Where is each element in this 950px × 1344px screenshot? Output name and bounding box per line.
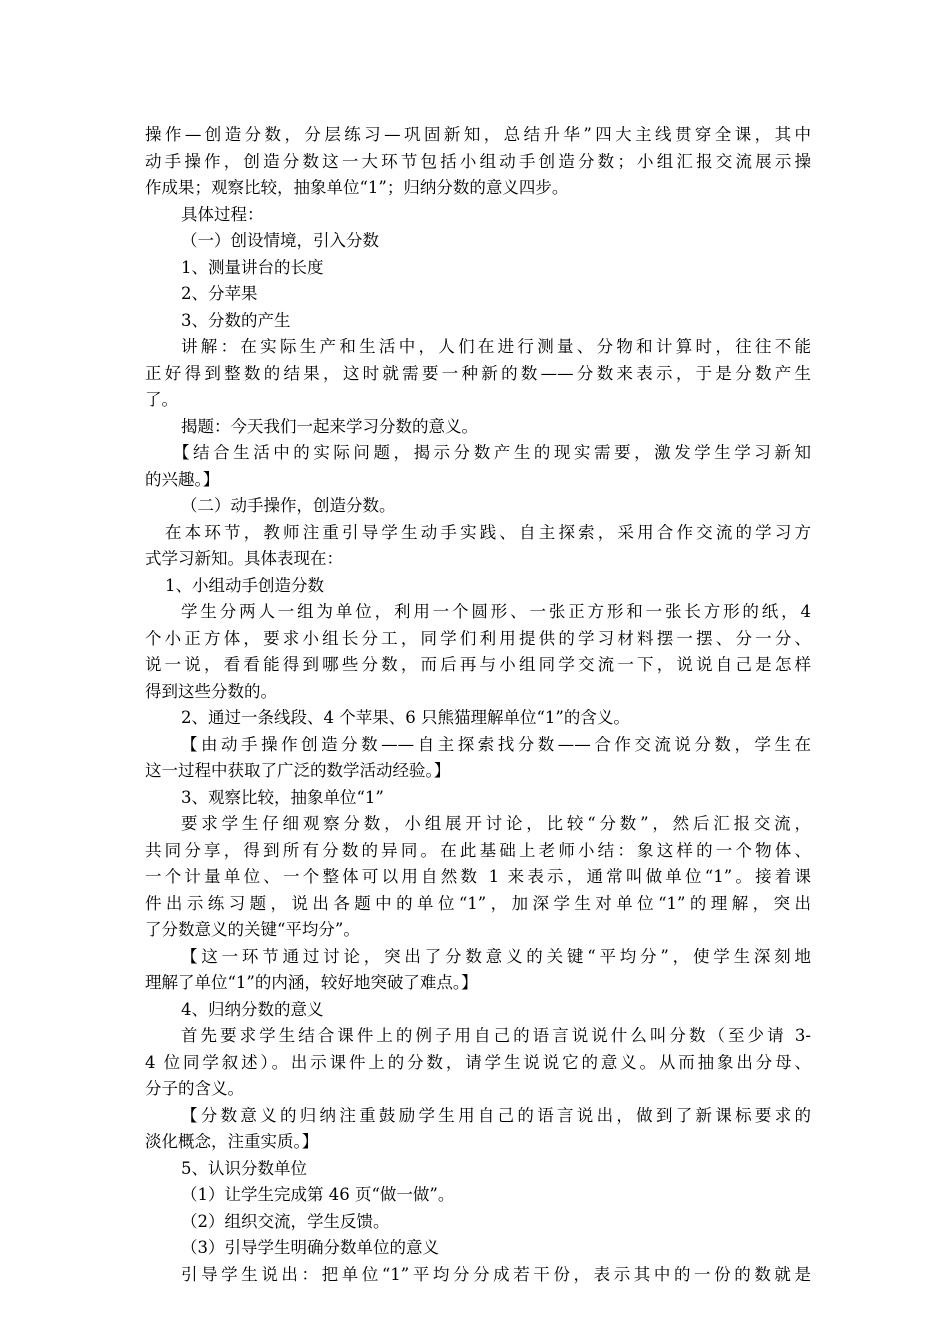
text-line: 具体过程： <box>181 204 264 224</box>
text-line: 理解了单位“1”的内涵，较好地突破了难点。】 <box>145 973 478 992</box>
text-line: 4 位同学叙述）。出示课件上的分数，请学生说说它的意义。从而抽象出分母、 <box>145 1052 811 1072</box>
text-line: 共同分享，得到所有分数的异同。在此基础上老师小结：象这样的一个物体、 <box>145 840 811 860</box>
text-line: 了分数意义的关键“平均分”。 <box>145 920 360 939</box>
text-line: 2、分苹果 <box>181 284 258 303</box>
text-line: 【分数意义的归纳注重鼓励学生用自己的语言说出，做到了新课标要求的 <box>181 1105 811 1125</box>
text-line: 一个计量单位、一个整体可以用自然数 1 来表示，通常叫做单位“1”。接着课 <box>145 867 811 886</box>
text-line: 5、认识分数单位 <box>181 1158 307 1178</box>
text-line: 揭题：今天我们一起来学习分数的意义。 <box>181 416 478 436</box>
text-line: 3、分数的产生 <box>181 310 291 330</box>
text-line: 要求学生仔细观察分数，小组展开讨论，比较“分数”，然后汇报交流， <box>181 814 811 833</box>
document-page <box>145 122 811 1288</box>
text-line: 式学习新知。具体表现在： <box>145 549 343 568</box>
text-line: 个小正方体，要求小组长分工，同学们利用提供的学习材料摆一摆、分一分、 <box>145 628 811 648</box>
text-line: 1、测量讲台的长度 <box>181 257 324 277</box>
text-line: 【这一环节通过讨论，突出了分数意义的关键“平均分”，使学生深刻地 <box>181 946 811 966</box>
text-line: 作成果；观察比较，抽象单位“1”；归纳分数的意义四步。 <box>145 178 569 197</box>
text-line: 件出示练习题，说出各题中的单位“1”，加深学生对单位“1”的理解，突出 <box>145 893 811 913</box>
text-line: 的兴趣。】 <box>145 469 220 489</box>
text-line: （1）让学生完成第 46 页“做一做”。 <box>181 1185 455 1204</box>
text-line: 动手操作，创造分数这一大环节包括小组动手创造分数；小组汇报交流展示操 <box>145 151 811 171</box>
text-line: 这一过程中获取了广泛的数学活动经验。】 <box>145 761 451 780</box>
text-line: 首先要求学生结合课件上的例子用自己的语言说说什么叫分数（至少请 3- <box>181 1026 811 1045</box>
text-line: 分子的含义。 <box>145 1079 244 1098</box>
text-line: 说一说，看看能得到哪些分数，而后再与小组同学交流一下，说说自己是怎样 <box>145 655 811 674</box>
text-line: 【结合生活中的实际问题，揭示分数产生的现实需要，激发学生学习新知 <box>173 443 811 462</box>
text-line: 了。 <box>145 390 178 409</box>
text-line: 在本环节，教师注重引导学生动手实践、自主探索，采用合作交流的学习方 <box>165 522 811 542</box>
text-line: 3、观察比较，抽象单位“1” <box>181 787 384 807</box>
text-line: 学生分两人一组为单位，利用一个圆形、一张正方形和一张长方形的纸，4 <box>181 602 811 621</box>
text-line: 得到这些分数的。 <box>145 681 277 701</box>
text-line: 讲解：在实际生产和生活中，人们在进行测量、分物和计算时，往往不能 <box>181 337 811 356</box>
text-line: 淡化概念，注重实质。】 <box>145 1132 319 1151</box>
text-line: 1、小组动手创造分数 <box>165 575 324 595</box>
text-line: 正好得到整数的结果，这时就需要一种新的数——分数来表示，于是分数产生 <box>145 363 811 383</box>
text-line: （2）组织交流，学生反馈。 <box>181 1211 390 1231</box>
text-line: 2、通过一条线段、4 个苹果、6 只熊猫理解单位“1”的含义。 <box>181 708 630 727</box>
section-heading: （一）创设情境，引入分数 <box>181 231 379 250</box>
text-line: 操作—创造分数，分层练习—巩固新知，总结升华”四大主线贯穿全课，其中 <box>145 125 811 144</box>
text-line: 4、归纳分数的意义 <box>181 999 324 1019</box>
section-heading: （二）动手操作，创造分数。 <box>181 496 396 515</box>
text-line: 【由动手操作创造分数——自主探索找分数——合作交流说分数，学生在 <box>181 734 811 754</box>
text-line: （3）引导学生明确分数单位的意义 <box>181 1238 439 1257</box>
text-line: 引导学生说出：把单位“1”平均分分成若干份，表示其中的一份的数就是 <box>181 1264 811 1284</box>
